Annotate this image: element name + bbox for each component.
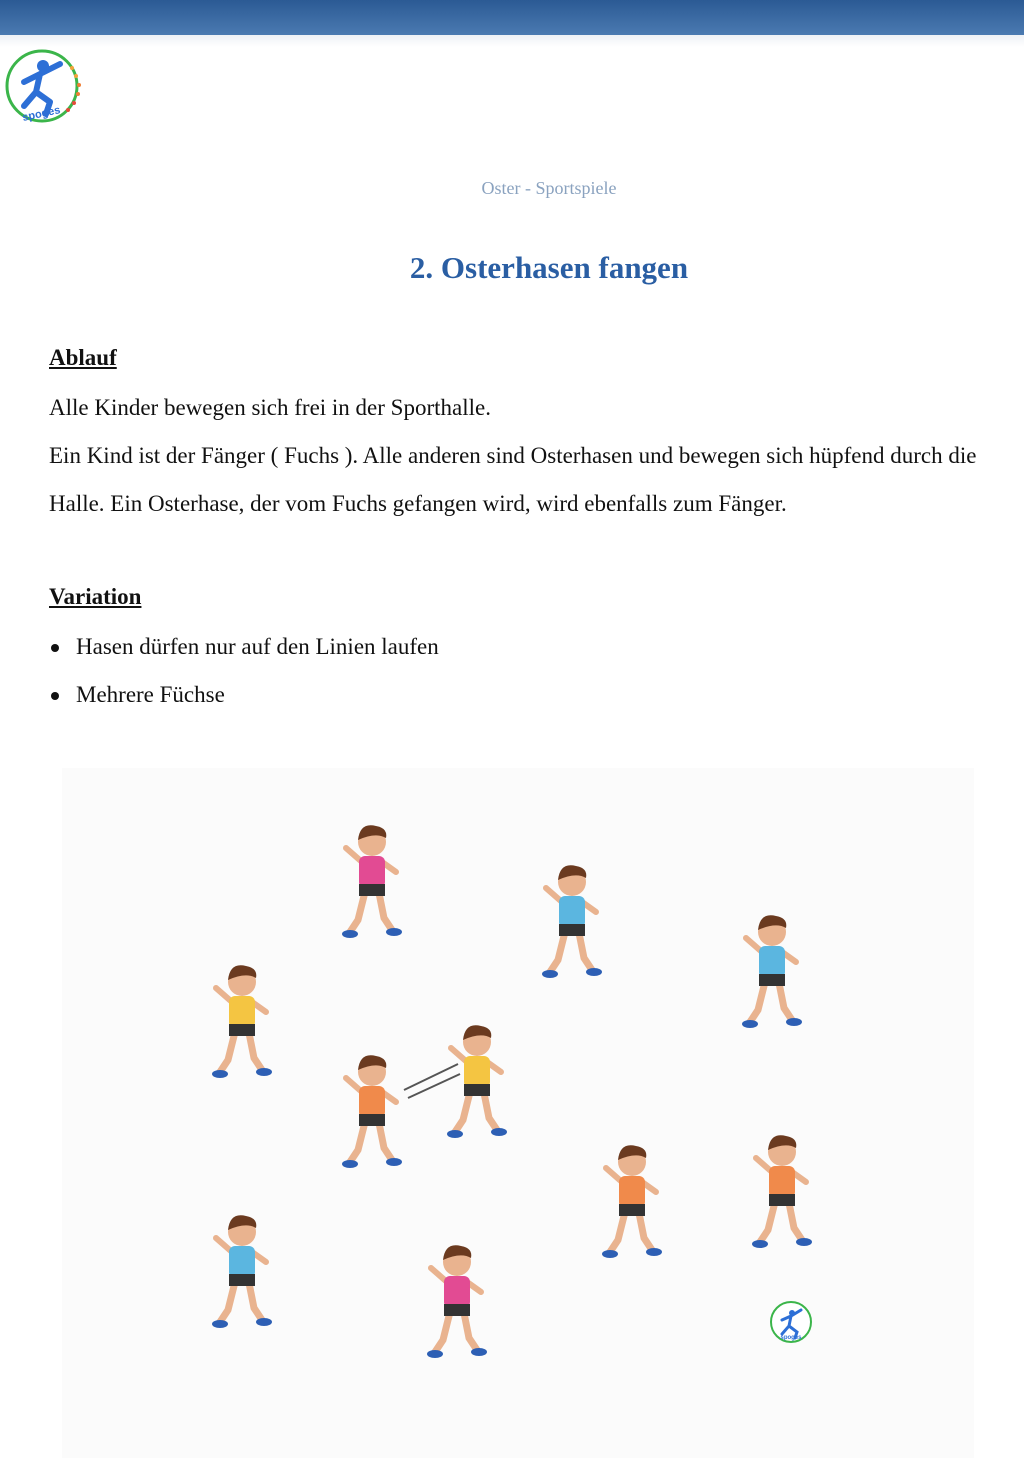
child-figure: [752, 1135, 812, 1248]
svg-text:spoges: spoges: [780, 1335, 802, 1341]
header-shadow: [0, 35, 1024, 47]
page-title: 2. Osterhasen fangen: [409, 250, 689, 285]
header-bar: [0, 0, 1024, 35]
child-figure: [447, 1025, 507, 1138]
variation-list: [49, 623, 439, 719]
small-spoges-logo: [771, 1302, 811, 1342]
child-figure: [742, 915, 802, 1028]
document-subtitle: Oster - Sportspiele: [481, 178, 617, 198]
child-figure: [542, 865, 602, 978]
child-figure: [342, 1055, 402, 1168]
svg-text:spoges: spoges: [21, 104, 62, 124]
variation-item: Hasen dürfen nur auf den Linien laufen: [49, 623, 439, 671]
children-illustration: [62, 768, 974, 1458]
ablauf-line-2: Ein Kind ist der Fänger ( Fuchs ). Alle anderen sind Osterhasen und bewegen sich hüpfend durch die Halle. Ein Osterhase, der vom Fuchs gefangen wird, wird ebenfalls zum Fänger.: [49, 443, 977, 516]
ablauf-heading: Ablauf: [49, 345, 117, 370]
child-figure: [602, 1145, 662, 1258]
child-figure: [212, 965, 272, 1078]
child-figure: [212, 1215, 272, 1328]
variation-heading: Variation: [49, 584, 142, 609]
child-figure: [342, 825, 402, 938]
child-figure: [427, 1245, 487, 1358]
motion-lines: [404, 1064, 460, 1098]
variation-item: Mehrere Füchse: [49, 671, 439, 719]
spoges-logo: [2, 44, 86, 128]
ablauf-line-1: Alle Kinder bewegen sich frei in der Sporthalle.: [49, 395, 491, 420]
